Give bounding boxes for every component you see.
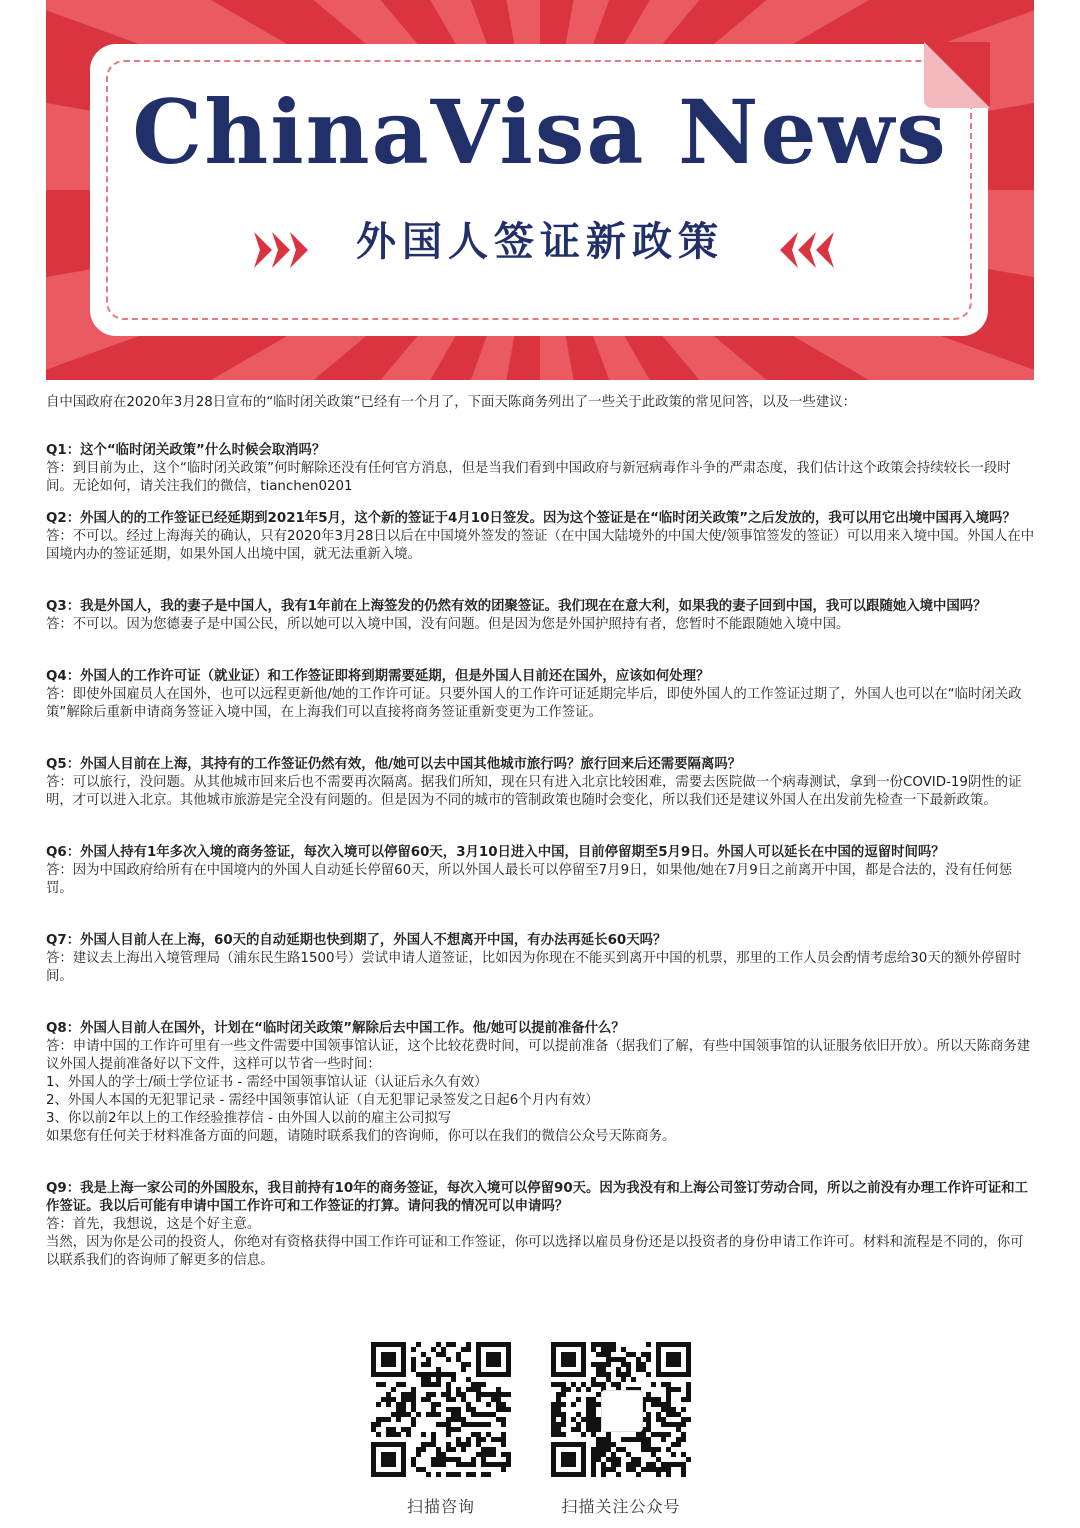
faq-answer-line: 答：因为中国政府给所有在中国境内的外国人自动延长停留60天，所以外国人最长可以停留至7月9日，如果他/她在7月9日之前离开中国，都是合法的，没有任何惩罚。 <box>46 863 1013 896</box>
faq-answer-line: 答：可以旅行，没问题。从其他城市回来后也不需要再次隔离。据我们所知，现在只有进入北京比较困难，需要去医院做一个病毒测试，拿到一份COVID-19阴性的证明，才可以进入北京。其他城市旅游是完全没有问题的。但是因为不同的城市的管制政策也随时会变化，所以我们还是建议外国人在出发前先检查一下最新政策。 <box>46 775 1022 808</box>
qr-code-follow <box>546 1340 696 1480</box>
faq-question: Q3：我是外国人，我的妻子是中国人，我有1年前在上海签发的仍然有效的团聚签证。我们现在在意大利，如果我的妻子回到中国，我可以跟随她入境中国吗？ <box>46 599 987 614</box>
qr-caption-follow: 扫描关注公众号 <box>561 1497 681 1516</box>
header-banner <box>46 0 1034 380</box>
faq-answer-line: 答：即使外国雇员人在国外，也可以远程更新他/她的工作许可证。只要外国人的工作许可证延期完毕后，即使外国人的工作签证过期了，外国人也可以在“临时闭关政策”解除后重新申请商务签证入境中国，在上海我们可以直接将商务签证重新变更为工作签证。 <box>46 687 1022 720</box>
faq-item <box>46 1180 1036 1270</box>
faq-answer-line: 3、你以前2年以上的工作经验推荐信 - 由外国人以前的雇主公司拟写 <box>46 1111 452 1126</box>
qr-follow <box>546 1340 696 1517</box>
faq-answer-line: 如果您有任何关于材料准备方面的问题，请随时联系我们的咨询师，你可以在我们的微信公众号天陈商务。 <box>46 1129 676 1144</box>
faq-question: Q2：外国人的的工作签证已经延期到2021年5月，这个新的签证于4月10日签发。因为这个签证是在“临时闭关政策”之后发放的，我可以用它出境中国再入境吗？ <box>46 511 1016 526</box>
faq-answer-line: 当然，因为你是公司的投资人，你绝对有资格获得中国工作许可证和工作签证，你可以选择以雇员身份还是以投资者的身份申请工作许可。材料和流程是不同的，你可以联系我们的咨询师了解更多的信息。 <box>46 1235 1024 1268</box>
faq-question: Q9：我是上海一家公司的外国股东，我目前持有10年的商务签证，每次入境可以停留90天。因为我没有和上海公司签订劳动合同，所以之前没有办理工作许可证和工作签证。我以后可能有申请中国工作许可和工作签证的打算。请问我的情况可以申请吗？ <box>46 1181 1028 1214</box>
faq-answer <box>46 862 1036 898</box>
faq-answer-line: 答：建议去上海出入境管理局（浦东民生路1500号）尝试申请人道签证，比如因为你现在不能买到离开中国的机票，那里的工作人员会酌情考虑给30天的额外停留时间。 <box>46 951 1022 984</box>
faq-item <box>46 598 1036 634</box>
faq-question: Q8：外国人目前人在国外，计划在“临时闭关政策”解除后去中国工作。他/她可以提前准备什么？ <box>46 1021 625 1036</box>
faq-answer <box>46 1216 1036 1270</box>
faq-answer <box>46 460 1036 496</box>
faq-answer-line: 答：首先，我想说，这是个好主意。 <box>46 1217 261 1232</box>
faq-question: Q4：外国人的工作许可证（就业证）和工作签证即将到期需要延期，但是外国人目前还在国外，应该如何处理？ <box>46 669 710 684</box>
faq-answer <box>46 528 1036 564</box>
faq-answer <box>46 774 1036 810</box>
faq-question: Q1：这个“临时闭关政策”什么时候会取消吗？ <box>46 443 326 458</box>
faq-answer <box>46 1038 1036 1146</box>
faq-answer <box>46 686 1036 722</box>
faq-answer-line: 1、外国人的学士/硕士学位证书 - 需经中国领事馆认证（认证后永久有效） <box>46 1075 488 1090</box>
faq-answer <box>46 616 1036 634</box>
avatar-icon <box>601 1390 643 1432</box>
article-body <box>46 394 1036 1284</box>
faq-answer-line: 答：不可以。因为您德妻子是中国公民，所以她可以入境中国，没有问题。但是因为您是外国护照持有者，您暂时不能跟随她入境中国。 <box>46 617 850 632</box>
faq-answer-line: 答：到目前为止，这个“临时闭关政策”何时解除还没有任何官方消息，但是当我们看到中国政府与新冠病毒作斗争的严肃态度，我们估计这个政策会持续较长一段时间。无论如何，请关注我们的微信，tianchen0201 <box>46 461 1011 494</box>
faq-item <box>46 510 1036 564</box>
faq-list <box>46 442 1036 1270</box>
faq-answer-line: 答：不可以。经过上海海关的确认，只有2020年3月28日以后在中国境外签发的签证（在中国大陆境外的中国大使/领事馆签发的签证）可以用来入境中国。外国人在中国境内办的签证延期，如果外国人出境中国，就无法重新入境。 <box>46 529 1035 562</box>
chevrons-left-icon <box>774 232 834 268</box>
faq-question: Q7：外国人目前人在上海，60天的自动延期也快到期了，外国人不想离开中国，有办法再延长60天吗？ <box>46 933 667 948</box>
faq-item <box>46 668 1036 722</box>
faq-item <box>46 844 1036 898</box>
qr-consult <box>366 1340 516 1517</box>
faq-answer-line: 答：申请中国的工作许可里有一些文件需要中国领事馆认证，这个比较花费时间，可以提前准备（据我们了解，有些中国领事馆的认证服务依旧开放）。所以天陈商务建议外国人提前准备好以下文件，这样可以节省一些时间： <box>46 1039 1031 1072</box>
faq-question: Q6：外国人持有1年多次入境的商务签证，每次入境可以停留60天，3月10日进入中国，目前停留期至5月9日。外国人可以延长在中国的逗留时间吗？ <box>46 845 945 860</box>
qr-caption-consult: 扫描咨询 <box>406 1497 475 1516</box>
faq-item <box>46 1020 1036 1146</box>
banner-subtitle: 外国人签证新政策 <box>356 219 724 265</box>
faq-question: Q5：外国人目前在上海，其持有的工作签证仍然有效，他/她可以去中国其他城市旅行吗？旅行回来后还需要隔离吗？ <box>46 757 742 772</box>
faq-item <box>46 442 1036 496</box>
faq-item <box>46 756 1036 810</box>
intro-paragraph: 自中国政府在2020年3月28日宣布的“临时闭关政策”已经有一个月了，下面天陈商务列出了一些关于此政策的常见问答，以及一些建议： <box>46 395 856 410</box>
banner-title: ChinaVisa News <box>132 80 948 184</box>
faq-item <box>46 932 1036 986</box>
faq-answer-line: 2、外国人本国的无犯罪记录 - 需经中国领事馆认证（自无犯罪记录签发之日起6个月内有效） <box>46 1093 599 1108</box>
qr-code-consult <box>366 1340 516 1480</box>
faq-answer <box>46 950 1036 986</box>
